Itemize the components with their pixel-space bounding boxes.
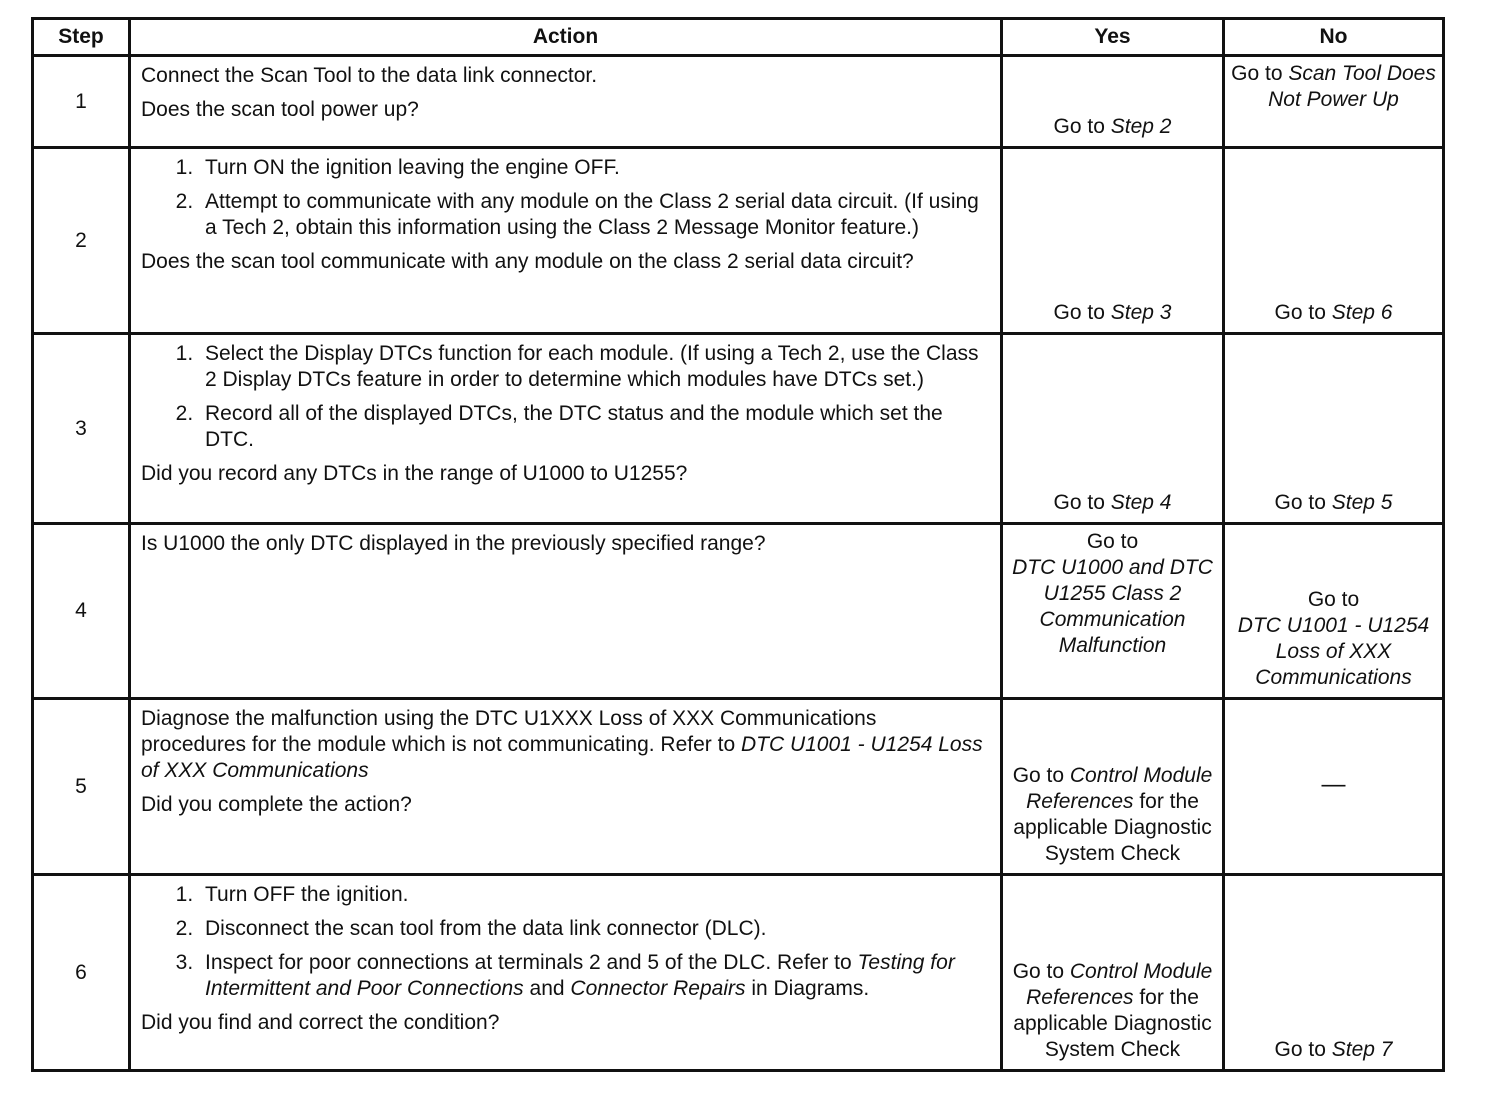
action-question: Is U1000 the only DTC displayed in the previously specified range?: [141, 532, 766, 555]
no-cell: [1224, 148, 1444, 334]
table-row: [33, 56, 1444, 148]
action-question: Does the scan tool communicate with any module on the class 2 serial data circuit?: [141, 250, 914, 273]
header-row: [33, 19, 1444, 56]
step-number: 6: [33, 875, 130, 1071]
action-list: [141, 341, 986, 453]
action-cell: [130, 334, 1002, 524]
header-yes: Yes: [1002, 19, 1224, 56]
action-reference-link[interactable]: DTC U1001 - U1254 Loss of XXX Communications: [141, 733, 983, 782]
yes-prefix: Go to: [1012, 960, 1070, 983]
table-row: [33, 334, 1444, 524]
no-step-link[interactable]: Scan Tool Does Not Power Up: [1268, 62, 1436, 111]
header-step: Step: [33, 19, 130, 56]
yes-cell: [1002, 524, 1224, 699]
yes-cell: [1002, 334, 1224, 524]
action-text-main: and: [523, 977, 571, 1000]
action-text-main: in Diagrams.: [745, 977, 870, 1000]
no-cell: [1224, 699, 1444, 875]
action-list-item: 2. Disconnect the scan tool from the data link connector (DLC).: [199, 916, 986, 942]
no-cell: [1224, 334, 1444, 524]
action-question: Did you record any DTCs in the range of U1000 to U1255?: [141, 462, 688, 485]
table-row: [33, 148, 1444, 334]
action-list-item: 2. Record all of the displayed DTCs, the DTC status and the module which set the DTC.: [199, 401, 986, 453]
action-list-item: 1. Select the Display DTCs function for each module. (If using a Tech 2, use the Class 2 Display DTCs feature in order to determine which modules have DTCs set.): [199, 341, 986, 393]
table-row: [33, 524, 1444, 699]
action-text: [141, 706, 986, 784]
yes-step-link[interactable]: Step 4: [1110, 491, 1172, 514]
no-prefix: Go to: [1231, 62, 1289, 85]
no-prefix: Go to: [1274, 301, 1332, 324]
no-step-link[interactable]: Step 6: [1331, 301, 1393, 324]
action-text: Connect the Scan Tool to the data link connector.: [141, 64, 598, 87]
action-list-item: 1. Turn ON the ignition leaving the engine OFF.: [199, 155, 986, 181]
table-row: [33, 699, 1444, 875]
action-reference-link[interactable]: Testing for Intermittent and Poor Connections: [205, 951, 955, 1000]
action-cell: [130, 699, 1002, 875]
no-dash: —: [1321, 771, 1346, 798]
yes-cell: [1002, 148, 1224, 334]
header-no: No: [1224, 19, 1444, 56]
step-number: 4: [33, 524, 130, 699]
action-question: Did you complete the action?: [141, 793, 412, 816]
diagnostic-table: [31, 17, 1445, 1072]
yes-step-link[interactable]: Control Module References: [1026, 960, 1213, 1009]
action-cell: [130, 524, 1002, 699]
yes-prefix: Go to: [1053, 115, 1111, 138]
yes-suffix: for the applicable Diagnostic System Check: [1013, 986, 1212, 1061]
yes-prefix: Go to: [1053, 491, 1111, 514]
yes-step-link[interactable]: DTC U1000 and DTC U1255 Class 2 Communication Malfunction: [1012, 556, 1213, 657]
action-cell: [130, 875, 1002, 1071]
step-number: 5: [33, 699, 130, 875]
action-question: Does the scan tool power up?: [141, 98, 419, 121]
action-cell: [130, 148, 1002, 334]
yes-cell: [1002, 56, 1224, 148]
no-cell: [1224, 56, 1444, 148]
action-list-item: 1. Turn OFF the ignition.: [199, 882, 986, 908]
yes-cell: [1002, 875, 1224, 1071]
action-list: [141, 882, 986, 1002]
yes-prefix: Go to: [1086, 530, 1139, 553]
action-question: Did you find and correct the condition?: [141, 1011, 500, 1034]
no-cell: [1224, 875, 1444, 1071]
table-row: [33, 875, 1444, 1071]
step-number: 1: [33, 56, 130, 148]
no-prefix: Go to: [1307, 588, 1360, 611]
action-list: [141, 155, 986, 241]
action-text-main: Inspect for poor connections at terminals 2 and 5 of the DLC. Refer to: [205, 951, 858, 974]
header-action: Action: [130, 19, 1002, 56]
action-reference-link[interactable]: Connector Repairs: [570, 977, 746, 1000]
action-text-main: Diagnose the malfunction using the DTC U1XXX Loss of XXX Communications procedures for the module which is not communicating. Refer to: [141, 707, 877, 756]
yes-prefix: Go to: [1053, 301, 1111, 324]
yes-step-link[interactable]: Step 3: [1110, 301, 1172, 324]
action-list-item: [199, 950, 986, 1002]
no-step-link[interactable]: Step 5: [1331, 491, 1393, 514]
no-cell: [1224, 524, 1444, 699]
yes-cell: [1002, 699, 1224, 875]
yes-step-link[interactable]: Step 2: [1110, 115, 1172, 138]
yes-prefix: Go to: [1012, 764, 1070, 787]
yes-step-link[interactable]: Control Module References: [1026, 764, 1213, 813]
no-prefix: Go to: [1274, 491, 1332, 514]
yes-suffix: for the applicable Diagnostic System Check: [1013, 790, 1212, 865]
action-list-item: 2. Attempt to communicate with any module on the Class 2 serial data circuit. (If using a Tech 2, obtain this information using the Class 2 Message Monitor feature.): [199, 189, 986, 241]
no-step-link[interactable]: Step 7: [1331, 1038, 1393, 1061]
no-step-link[interactable]: DTC U1001 - U1254 Loss of XXX Communications: [1237, 614, 1430, 689]
action-cell: [130, 56, 1002, 148]
no-prefix: Go to: [1274, 1038, 1332, 1061]
step-number: 3: [33, 334, 130, 524]
step-number: 2: [33, 148, 130, 334]
